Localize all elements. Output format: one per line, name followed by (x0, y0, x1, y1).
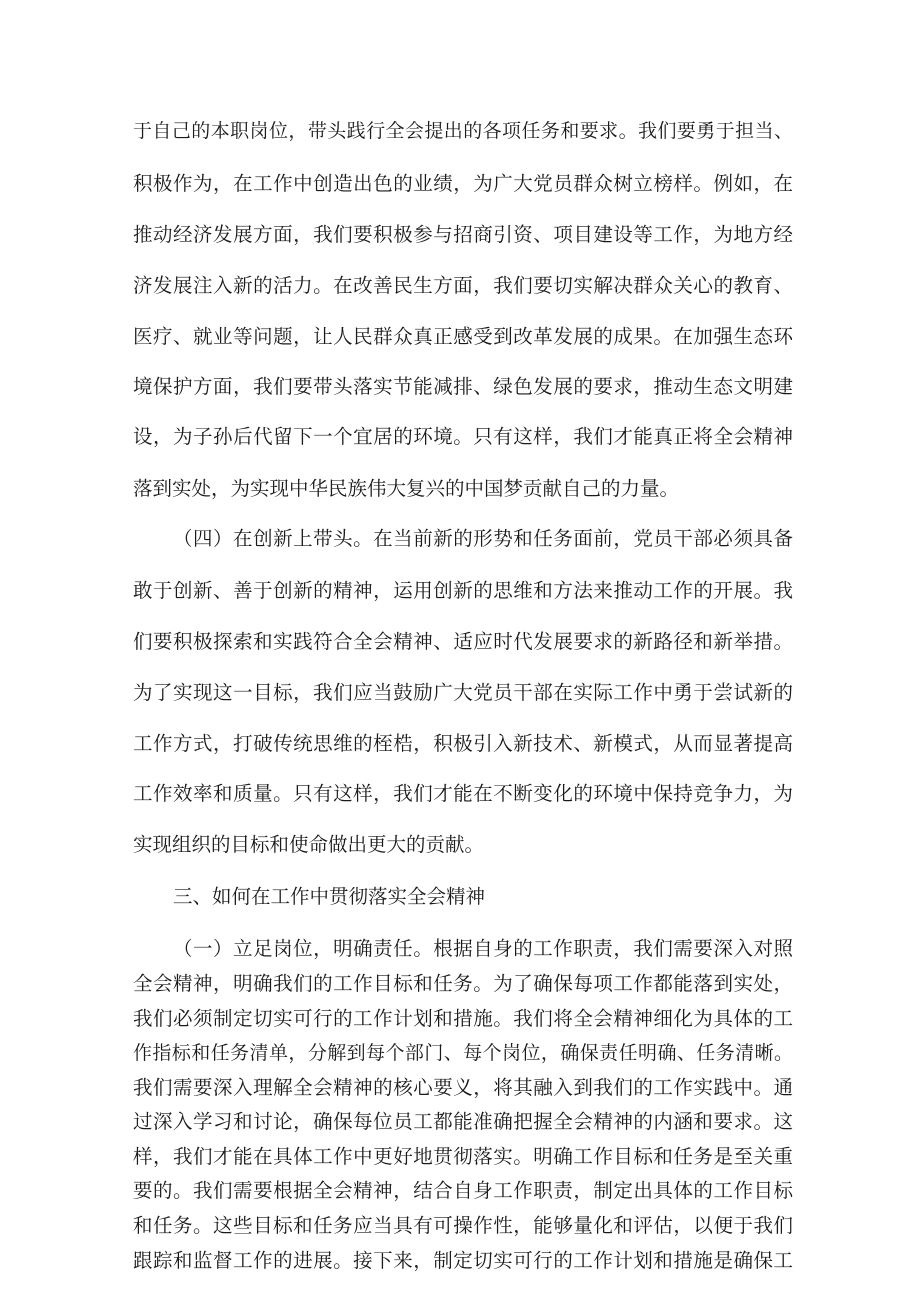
para3-line-6: 过深入学习和讨论，确保每位员工都能准确把握全会精神的内涵和要求。这 (133, 1110, 793, 1133)
para1-line-6: 境保护方面，我们要带头落实节能减排、绿色发展的要求，推动生态文明建 (133, 375, 793, 398)
para1-line-2: 积极作为，在工作中创造出色的业绩，为广大党员群众树立榜样。例如，在 (133, 172, 793, 195)
para1-line-7: 设，为子孙后代留下一个宜居的环境。只有这样，我们才能真正将全会精神 (133, 425, 793, 448)
para3-line-8: 要的。我们需要根据全会精神，结合自身工作职责，制定出具体的工作目标 (133, 1179, 793, 1202)
para3-line-10: 跟踪和监督工作的进展。接下来，制定切实可行的工作计划和措施是确保工 (133, 1249, 793, 1272)
para3-line-5: 我们需要深入理解全会精神的核心要义，将其融入到我们的工作实践中。通 (133, 1076, 793, 1099)
section-heading-3: 三、如何在工作中贯彻落实全会精神 (173, 885, 486, 908)
para2-line-4: 为了实现这一目标，我们应当鼓励广大党员干部在实际工作中勇于尝试新的 (133, 681, 793, 704)
para2-line-7: 实现组织的目标和使命做出更大的贡献。 (133, 833, 485, 856)
para2-line-3: 们要积极探索和实践符合全会精神、适应时代发展要求的新路径和新举措。 (133, 630, 793, 653)
para3-line-3: 我们必须制定切实可行的工作计划和措施。我们将全会精神细化为具体的工 (133, 1007, 793, 1030)
para2-line-1: （四）在创新上带头。在当前新的形势和任务面前，党员干部必须具备 (173, 527, 793, 550)
para3-line-4: 作指标和任务清单，分解到每个部门、每个岗位，确保责任明确、任务清晰。 (133, 1042, 793, 1064)
para2-line-6: 工作效率和质量。只有这样，我们才能在不断变化的环境中保持竞争力，为 (133, 782, 793, 805)
para1-line-1: 于自己的本职岗位，带头践行全会提出的各项任务和要求。我们要勇于担当、 (133, 120, 793, 142)
para2-line-2: 敢于创新、善于创新的精神，运用创新的思维和方法来推动工作的开展。我 (133, 579, 793, 602)
para3-line-7: 样，我们才能在具体工作中更好地贯彻落实。明确工作目标和任务是至关重 (133, 1145, 793, 1168)
para1-line-8: 落到实处，为实现中华民族伟大复兴的中国梦贡献自己的力量。 (133, 477, 680, 500)
para3-line-9: 和任务。这些目标和任务应当具有可操作性，能够量化和评估，以便于我们 (133, 1214, 793, 1237)
para3-line-2: 全会精神，明确我们的工作目标和任务。为了确保每项工作都能落到实处， (133, 972, 793, 995)
para3-line-1: （一）立足岗位，明确责任。根据自身的工作职责，我们需要深入对照 (173, 937, 793, 960)
para2-line-5: 工作方式，打破传统思维的桎梏，积极引入新技术、新模式，从而显著提高 (133, 732, 793, 755)
para1-line-3: 推动经济发展方面，我们要积极参与招商引资、项目建设等工作，为地方经 (133, 223, 793, 246)
para1-line-5: 医疗、就业等问题，让人民群众真正感受到改革发展的成果。在加强生态环 (133, 325, 793, 348)
para1-line-4: 济发展注入新的活力。在改善民生方面，我们要切实解决群众关心的教育、 (133, 274, 793, 297)
